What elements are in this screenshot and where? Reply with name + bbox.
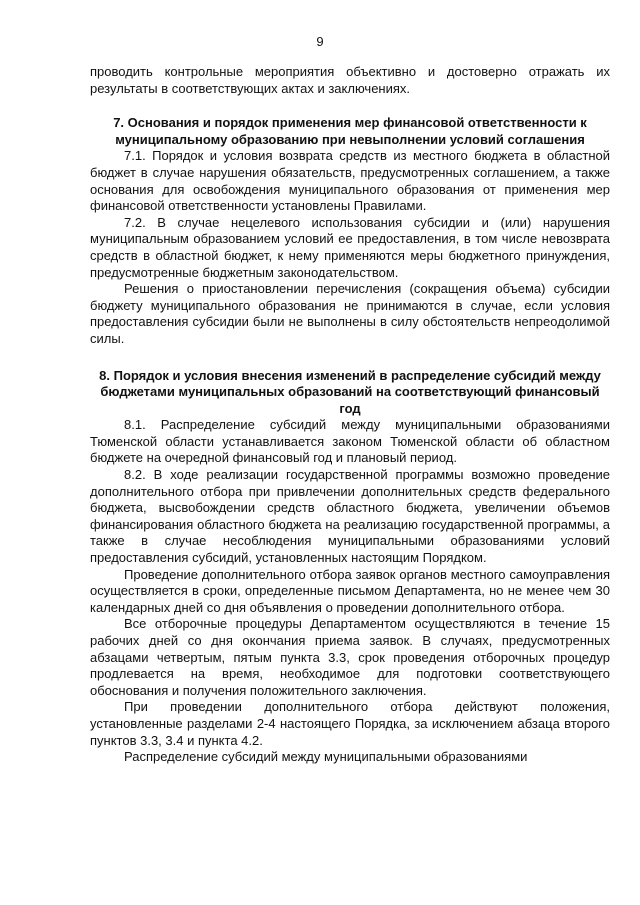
document-body xyxy=(90,64,610,766)
section-7-paragraph-3: Решения о приостановлении перечисления (сокращения объема) субсидии бюджету муниципального образования не принимаются в случае, если условия предоставления субсидии были не выполнены в силу обстоятельств непреодолимой силы. xyxy=(90,281,610,346)
section-7-title: 7. Основания и порядок применения мер финансовой ответственности к муниципальному образованию при невыполнении условий соглашения xyxy=(113,115,587,147)
section-8-paragraph-3: Проведение дополнительного отбора заявок органов местного самоуправления осуществляется в сроки, определенные письмом Департамента, но не менее чем 30 календарных дней со дня объявления о проведении дополнительного отбора. xyxy=(90,566,610,615)
section-8-paragraph-4: Все отборочные процедуры Департаментом осуществляются в течение 15 рабочих дней со дня окончания приема заявок. В случаях, предусмотренных абзацами четвертым, пятым пункта 3.3, срок проведения отборочных процедур продлевается на время, необходимое для подготовки соответствующего обоснования и получения положительного заключения. xyxy=(90,616,610,698)
section-8-paragraph-5: При проведении дополнительного отбора действуют положения, установленные разделами 2-4 настоящего Порядка, за исключением абзаца второго пунктов 3.3, 3.4 и пункта 4.2. xyxy=(90,699,610,748)
intro-paragraph: проводить контрольные мероприятия объективно и достоверно отражать их результаты в соответствующих актах и заключениях. xyxy=(90,64,610,96)
section-8-paragraph-1: 8.1. Распределение субсидий между муниципальными образованиями Тюменской области устанавливается законом Тюменской области об областном бюджете на очередной финансовый год и плановый период. xyxy=(90,417,610,466)
page-number: 9 xyxy=(316,34,324,49)
section-7-paragraph-2: 7.2. В случае нецелевого использования субсидии и (или) нарушения муниципальным образованием условий ее предоставления, в том числе невозврата средств в областной бюджет, к нему применяются меры бюджетного принуждения, предусмотренные бюджетным законодательством. xyxy=(90,214,610,280)
section-8-title: 8. Порядок и условия внесения изменений в распределение субсидий между бюджетами муниципальных образований на соответствующий финансовый год xyxy=(99,367,601,416)
section-7-paragraph-1: 7.1. Порядок и условия возврата средств из местного бюджета в областной бюджет в случае нарушения обязательств, предусмотренных соглашением, а также основания для освобождения муниципального образования от применения мер финансовой ответственности установлены Правилами. xyxy=(90,148,610,214)
section-8-paragraph-6: Распределение субсидий между муниципальными образованиями xyxy=(124,749,528,765)
section-8-paragraph-2: 8.2. В ходе реализации государственной программы возможно проведение дополнительного отбора при привлечении дополнительных средств федерального бюджета, высвобождении средств областного бюджета, увеличении объемов финансирования областного бюджета на реализацию государственной программы, а также в случае несоблюдения муниципальными образованиями условий предоставления субсидий, установленных настоящим Порядком. xyxy=(90,467,610,566)
